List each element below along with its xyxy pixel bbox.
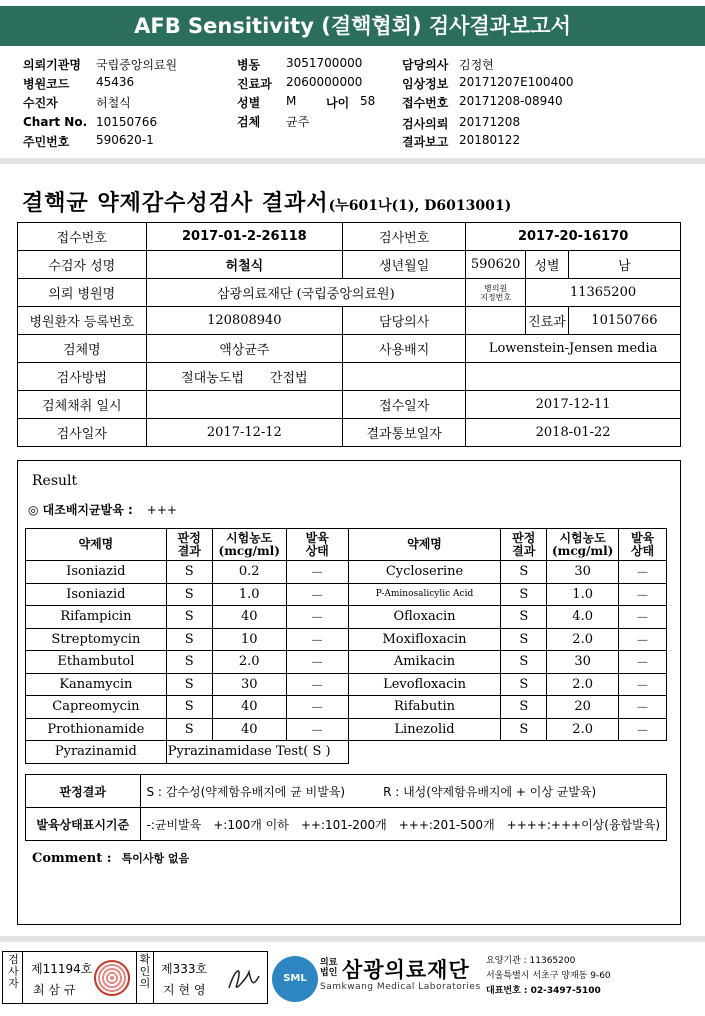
drug-cell: S bbox=[166, 718, 212, 741]
method-label: 검사방법 bbox=[18, 363, 147, 391]
legend-growth-label: 발육상태표시기준 bbox=[26, 808, 141, 841]
legend-growth-text: -:균비발육 +:100개 이하 ++:101-200개 +++:201-500개 ++++:+++이상(융합발육) bbox=[140, 808, 667, 841]
drug-cell: S bbox=[501, 583, 547, 606]
pza-result: Pyrazinamidase Test( S ) bbox=[166, 741, 348, 764]
header-field: 담당의사 김정현 bbox=[402, 58, 494, 72]
drug-cell: S bbox=[166, 651, 212, 674]
drug-cell: Rifampicin bbox=[26, 606, 167, 629]
drug-cell: Prothionamide bbox=[26, 718, 167, 741]
examiner-license: 제11194호 bbox=[31, 962, 93, 976]
empty-cell bbox=[348, 741, 666, 764]
medium-value: Lowenstein-Jensen media bbox=[466, 335, 681, 363]
header-field: 수진자 허철식 bbox=[23, 96, 131, 110]
specimen-value: 액상균주 bbox=[146, 335, 343, 363]
drug-cell: Rifabutin bbox=[348, 696, 501, 719]
specimen-label: 검체명 bbox=[18, 335, 147, 363]
comment: Comment : 특이사항 없음 bbox=[32, 851, 190, 866]
drug-cell: Kanamycin bbox=[26, 673, 167, 696]
control-culture: ◎ 대조배지균발육 : +++ bbox=[28, 503, 177, 517]
drug-row bbox=[26, 651, 667, 674]
drug-cell: 10 bbox=[212, 628, 286, 651]
tested-date: 2017-12-12 bbox=[146, 419, 343, 447]
result-section bbox=[17, 460, 681, 925]
drug-cell: 20 bbox=[547, 696, 619, 719]
confirmer-role: 확인의 bbox=[136, 952, 154, 1003]
drug-cell: Capreomycin bbox=[26, 696, 167, 719]
drug-cell: Ethambutol bbox=[26, 651, 167, 674]
registration-no: 120808940 bbox=[146, 307, 343, 335]
drug-cell: S bbox=[166, 696, 212, 719]
drug-cell: S bbox=[501, 696, 547, 719]
drug-cell: 30 bbox=[547, 561, 619, 584]
col-drug: 약제명 bbox=[348, 529, 501, 561]
col-conc: 시험농도 (mcg/ml) bbox=[547, 529, 619, 561]
drug-row bbox=[26, 606, 667, 629]
seal-stamp bbox=[94, 960, 130, 996]
drug-cell: － bbox=[286, 673, 348, 696]
drug-cell: 30 bbox=[212, 673, 286, 696]
drug-cell: 4.0 bbox=[547, 606, 619, 629]
exam-no: 2017-20-16170 bbox=[466, 223, 681, 251]
drug-cell: 2.0 bbox=[212, 651, 286, 674]
receipt-no-label: 접수번호 bbox=[18, 223, 147, 251]
drug-cell: － bbox=[619, 583, 667, 606]
drug-cell: Isoniazid bbox=[26, 561, 167, 584]
doctor-value bbox=[466, 307, 526, 335]
registration-label: 병원환자 등록번호 bbox=[18, 307, 147, 335]
pza-drug: Pyrazinamid bbox=[26, 741, 167, 764]
document-title: 결핵균 약제감수성검사 결과서(누601나(1), D6013001) bbox=[22, 190, 512, 216]
drug-cell: － bbox=[286, 561, 348, 584]
col-drug: 약제명 bbox=[26, 529, 167, 561]
doctor-label: 담당의사 bbox=[343, 307, 466, 335]
legend-judge-label: 판정결과 bbox=[26, 775, 141, 808]
drug-cell: 0.2 bbox=[212, 561, 286, 584]
notify-label: 결과통보일자 bbox=[343, 419, 466, 447]
patient-label: 수검자 성명 bbox=[18, 251, 147, 279]
separator-bar bbox=[0, 936, 705, 942]
collect-label: 검체채취 일시 bbox=[18, 391, 147, 419]
header-field: 검사의뢰 20171208 bbox=[402, 115, 521, 131]
drug-cell: － bbox=[286, 628, 348, 651]
header-field: 의뢰기관명 국립중앙의료원 bbox=[23, 58, 178, 72]
report-title-bar: AFB Sensitivity (결핵협회) 검사결과보고서 bbox=[0, 6, 705, 46]
drug-cell: Amikacin bbox=[348, 651, 501, 674]
header-field: 진료과 2060000000 bbox=[237, 75, 363, 91]
birth-label: 생년월일 bbox=[343, 251, 466, 279]
col-growth: 발육 상태 bbox=[286, 529, 348, 561]
signature-scribble bbox=[223, 958, 263, 998]
drug-cell: 2.0 bbox=[547, 673, 619, 696]
legend-judge-text: S : 감수성(약제함유배지에 균 비발육) R : 내성(약제함유배지에 + 이상 균발육) bbox=[140, 775, 667, 808]
drug-cell: Moxifloxacin bbox=[348, 628, 501, 651]
drug-cell: － bbox=[619, 561, 667, 584]
birth-date: 590620 bbox=[466, 251, 526, 279]
exam-no-label: 검사번호 bbox=[343, 223, 466, 251]
drug-row bbox=[26, 696, 667, 719]
drug-cell: 30 bbox=[547, 651, 619, 674]
col-conc: 시험농도 (mcg/ml) bbox=[212, 529, 286, 561]
empty-cell bbox=[343, 363, 466, 391]
company-name: 삼광의료재단 bbox=[342, 958, 470, 982]
corp-label: 의료 법인 bbox=[320, 958, 338, 978]
col-judge: 판정 결과 bbox=[166, 529, 212, 561]
hospital-name: 삼광의료재단 (국립중앙의료원) bbox=[146, 279, 466, 307]
receipt-no: 2017-01-2-26118 bbox=[146, 223, 343, 251]
tested-label: 검사일자 bbox=[18, 419, 147, 447]
drug-cell: － bbox=[286, 651, 348, 674]
header-field-age: 나이 58 bbox=[326, 94, 376, 110]
drug-cell: 1.0 bbox=[212, 583, 286, 606]
company-logo: SML bbox=[272, 956, 318, 1002]
drug-cell: Levofloxacin bbox=[348, 673, 501, 696]
drug-cell: S bbox=[501, 606, 547, 629]
drug-cell: － bbox=[286, 696, 348, 719]
separator-bar bbox=[0, 158, 705, 164]
result-label: Result bbox=[32, 473, 78, 489]
drug-cell: S bbox=[501, 561, 547, 584]
drug-cell: S bbox=[166, 583, 212, 606]
drug-cell: S bbox=[166, 561, 212, 584]
examiner-name: 최 삼 규 bbox=[33, 983, 76, 997]
drug-cell: S bbox=[501, 718, 547, 741]
drug-cell: Isoniazid bbox=[26, 583, 167, 606]
drug-cell: 40 bbox=[212, 606, 286, 629]
examiner-role: 검사자 bbox=[5, 952, 23, 1003]
empty-cell bbox=[466, 363, 681, 391]
drug-cell: － bbox=[286, 718, 348, 741]
drug-cell: Streptomycin bbox=[26, 628, 167, 651]
hospital-label: 의뢰 병원명 bbox=[18, 279, 147, 307]
drug-cell: － bbox=[286, 606, 348, 629]
drug-cell: 2.0 bbox=[547, 628, 619, 651]
drug-cell: S bbox=[501, 673, 547, 696]
header-field: 결과보고 20180122 bbox=[402, 133, 521, 149]
drug-cell: － bbox=[619, 628, 667, 651]
drug-cell: S bbox=[166, 606, 212, 629]
header-field: 주민번호 590620-1 bbox=[23, 133, 154, 149]
dept-value: 10150766 bbox=[568, 307, 680, 335]
header-field: 성별 M bbox=[237, 94, 297, 110]
drug-row bbox=[26, 583, 667, 606]
drug-cell: S bbox=[166, 628, 212, 651]
drug-row bbox=[26, 673, 667, 696]
confirmer-license: 제333호 bbox=[161, 962, 208, 976]
col-judge: 판정 결과 bbox=[501, 529, 547, 561]
drug-cell: Cycloserine bbox=[348, 561, 501, 584]
patient-name: 허철식 bbox=[146, 251, 343, 279]
drug-cell: － bbox=[619, 673, 667, 696]
drug-cell: Ofloxacin bbox=[348, 606, 501, 629]
header-field: 임상정보 20171207E100400 bbox=[402, 75, 574, 91]
drug-cell: 40 bbox=[212, 696, 286, 719]
drug-cell: S bbox=[501, 628, 547, 651]
drug-cell: － bbox=[286, 583, 348, 606]
sex-value: 남 bbox=[568, 251, 680, 279]
drug-cell: － bbox=[619, 651, 667, 674]
drug-cell: 1.0 bbox=[547, 583, 619, 606]
header-field: 접수번호 20171208-08940 bbox=[402, 94, 563, 110]
legend-table bbox=[25, 774, 667, 841]
drug-cell: P-Aminosalicylic Acid bbox=[348, 583, 501, 606]
drug-cell: S bbox=[166, 673, 212, 696]
drug-cell: － bbox=[619, 606, 667, 629]
drug-cell: Linezolid bbox=[348, 718, 501, 741]
drug-cell: － bbox=[619, 696, 667, 719]
drug-cell: 40 bbox=[212, 718, 286, 741]
hospital-no: 11365200 bbox=[526, 279, 681, 307]
drug-cell: 2.0 bbox=[547, 718, 619, 741]
confirmer-name: 지 현 영 bbox=[163, 983, 206, 997]
dept-label: 진료과 bbox=[526, 307, 569, 335]
drug-row bbox=[26, 718, 667, 741]
collect-value bbox=[146, 391, 343, 419]
drug-cell: S bbox=[501, 651, 547, 674]
hospital-no-label: 병의원 지정번호 bbox=[466, 279, 526, 307]
sex-label: 성별 bbox=[526, 251, 569, 279]
header-field: 병동 3051700000 bbox=[237, 56, 363, 72]
company-address: 요양기관 : 11365200 서울특별시 서초구 양재동 9-60 대표번호 : 02-3497-5100 bbox=[486, 956, 611, 996]
method-value: 절대농도법 간접법 bbox=[146, 363, 343, 391]
signature-box bbox=[2, 951, 268, 1004]
col-growth: 발육 상태 bbox=[619, 529, 667, 561]
received-date: 2017-12-11 bbox=[466, 391, 681, 419]
header-field: 검체 균주 bbox=[237, 115, 310, 129]
drug-row bbox=[26, 628, 667, 651]
company-name-en: Samkwang Medical Laboratories bbox=[320, 982, 481, 992]
patient-info-table bbox=[17, 222, 681, 447]
header-field: 병원코드 45436 bbox=[23, 75, 135, 91]
header-field: Chart No. 10150766 bbox=[23, 115, 158, 129]
received-label: 접수일자 bbox=[343, 391, 466, 419]
drug-row bbox=[26, 561, 667, 584]
medium-label: 사용배지 bbox=[343, 335, 466, 363]
notify-date: 2018-01-22 bbox=[466, 419, 681, 447]
drug-susceptibility-table bbox=[25, 528, 667, 764]
drug-cell: － bbox=[619, 718, 667, 741]
